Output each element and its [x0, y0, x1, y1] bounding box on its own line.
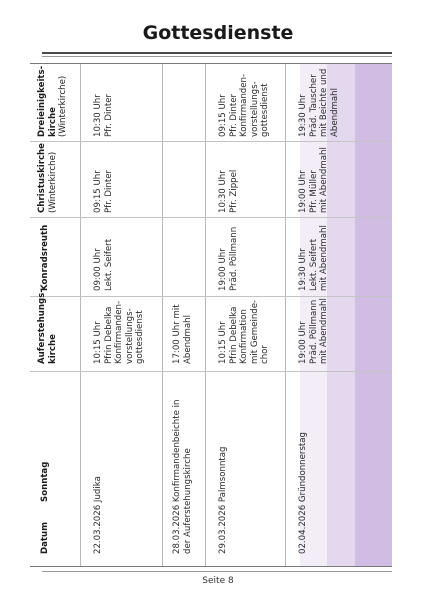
- row-4-date-sunday: 02.04.2026 Gründonnerstag: [298, 431, 308, 554]
- row-4-dreieinigkeitskirche: 19:30 Uhr Präd. Tauscher mit Beichte und Abendmahl: [298, 68, 340, 137]
- row-separator: [285, 63, 286, 566]
- row-3-dreieinigkeitskirche: 09:15 Uhr Pfr. Dinter Konfirmanden- vorstellungs- gottesdienst: [218, 73, 270, 137]
- row-4-christuskirche: 19:00 Uhr Pfr. Müller mit Abendmahl: [298, 147, 329, 213]
- row-separator: [162, 63, 163, 566]
- header-christuskirche: Christuskirche (Winterkirche): [37, 142, 58, 213]
- header-konradsreuth: Konradsreuth: [40, 224, 50, 291]
- row-2-date-sunday: 28.03.2026 Konfirmandenbeichte in der Auferstehungskirche: [172, 399, 193, 554]
- footer-rule: [42, 571, 392, 572]
- row-separator: [205, 63, 206, 566]
- row-3-date-sunday: 29.03.2026 Palmsonntag: [218, 446, 228, 554]
- header-datum: Datum: [40, 521, 50, 554]
- row-3-auferstehungskirche: 10:15 Uhr Pfrin Debelka Konfirmation mit Gemeinde- chor: [218, 299, 270, 364]
- column-separator-bold: [30, 63, 392, 64]
- row-3-konradsreuth: 19:00 Uhr Präd. Pöllmann: [218, 226, 239, 291]
- header-auferstehungskirche: Auferstehungs- kirche: [37, 289, 58, 364]
- row-1-date-sunday: 22.03.2026 Judika: [93, 476, 103, 554]
- header-dreieinigkeitskirche: Dreieinigkeits- kirche (Winterkirche): [37, 65, 68, 137]
- row-4-konradsreuth: 19:30 Uhr Lekt. Seifert mit Abendmahl: [298, 225, 329, 291]
- page-title: Gottesdienste: [142, 22, 294, 44]
- christuskirche-column-bg: [327, 63, 355, 566]
- row-1-christuskirche: 09:15 Uhr Pfr. Dinter: [93, 169, 114, 213]
- title-rule-thin: [42, 56, 392, 57]
- row-separator: [80, 63, 81, 566]
- column-separator: [30, 217, 392, 218]
- column-separator: [30, 371, 392, 372]
- row-3-christuskirche: 10:30 Uhr Pfr. Zippel: [218, 169, 239, 213]
- row-1-auferstehungskirche: 10:15 Uhr Pfrin Debelka Konfirmanden- vorstellungs- gottesdienst: [93, 300, 145, 364]
- column-separator-bold: [30, 566, 392, 567]
- column-separator: [30, 141, 392, 142]
- page-number: Seite 8: [202, 576, 234, 586]
- header-sonntag: Sonntag: [40, 461, 50, 502]
- row-2-auferstehungskirche: 17:00 Uhr mit Abendmahl: [172, 304, 193, 364]
- row-1-konradsreuth: 09:00 Uhr Lekt. Seifert: [93, 238, 114, 291]
- dreieinigkeitskirche-column-bg: [355, 63, 392, 566]
- column-separator: [30, 296, 392, 297]
- row-4-auferstehungskirche: 19:00 Uhr Präd. Pöllmann mit Abendmahl: [298, 298, 329, 364]
- row-1-dreieinigkeitskirche: 10:30 Uhr Pfr. Dinter: [93, 93, 114, 137]
- title-rule-thick: [42, 52, 392, 54]
